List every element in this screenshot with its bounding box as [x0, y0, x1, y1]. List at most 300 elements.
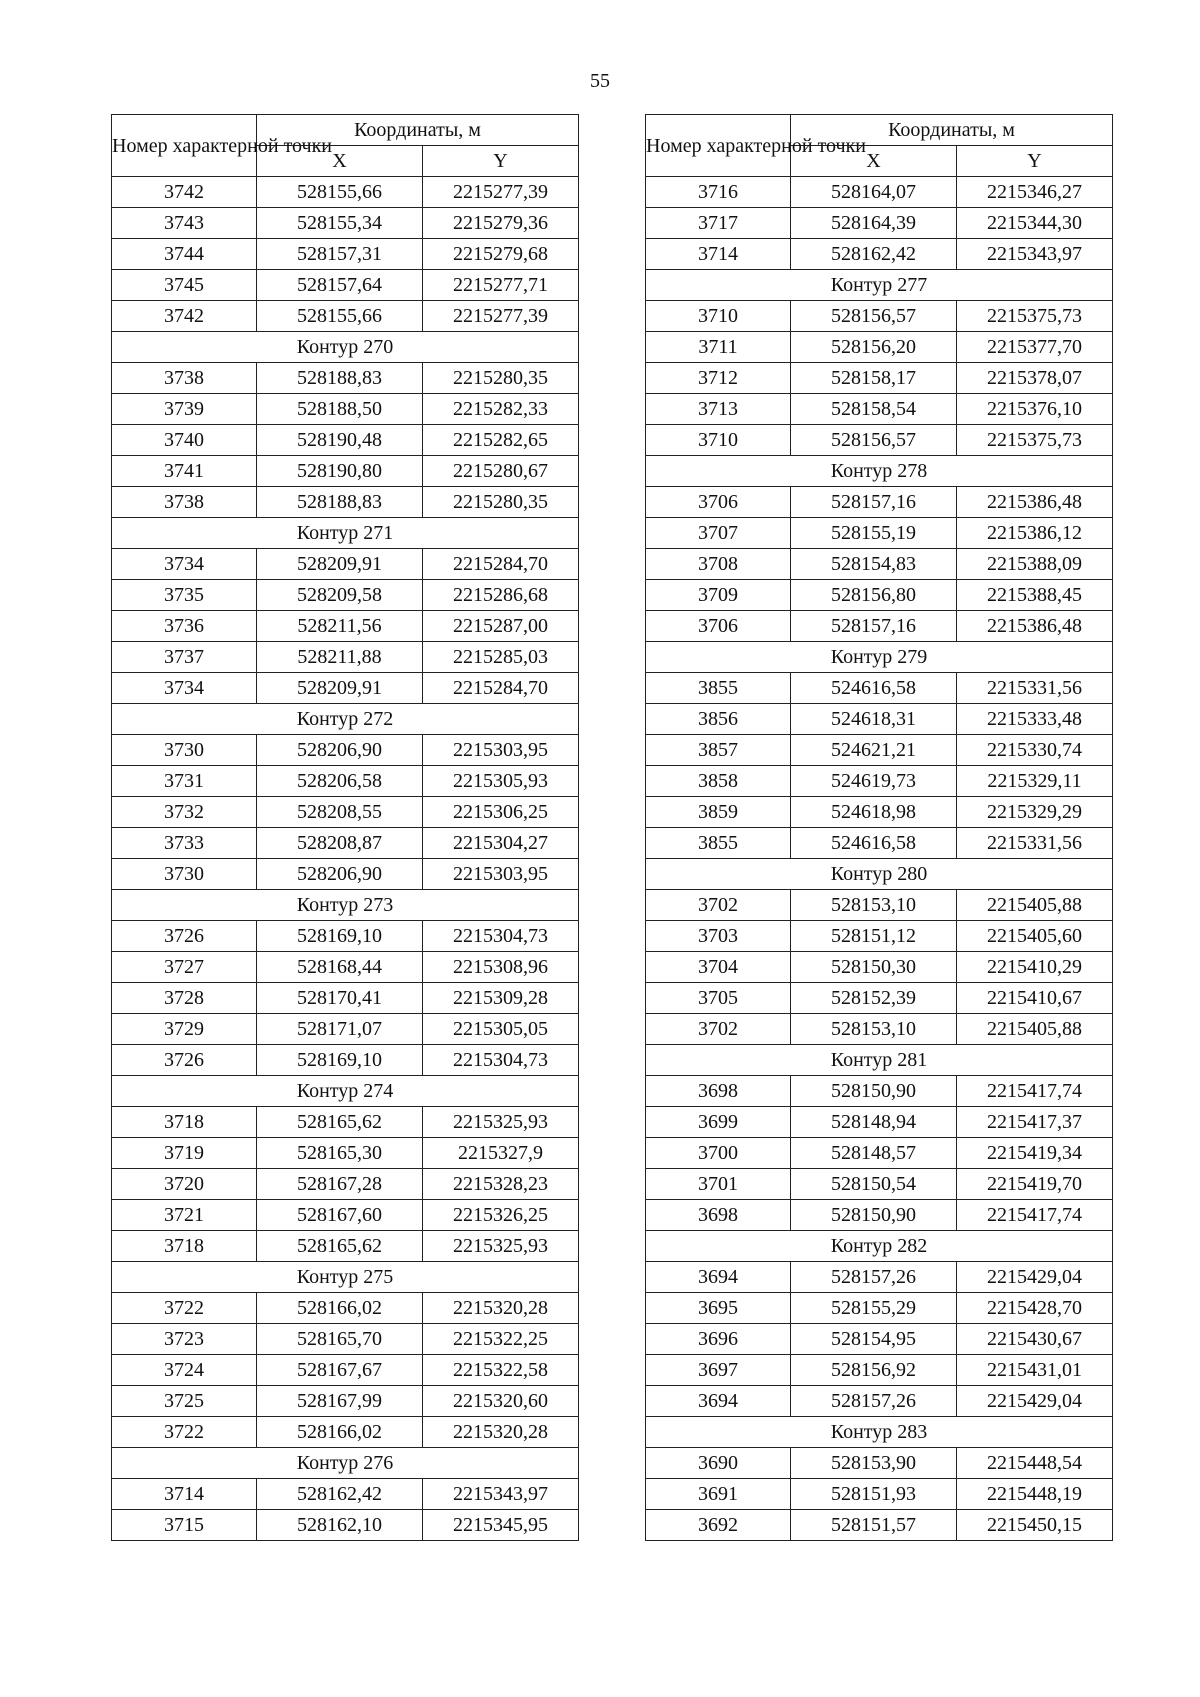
- x-coordinate-cell: 524616,58: [791, 673, 957, 704]
- point-number-cell: 3701: [646, 1169, 791, 1200]
- table-row: [112, 394, 579, 425]
- x-coordinate-cell: 528153,10: [791, 890, 957, 921]
- y-coordinate-cell: 2215285,03: [423, 642, 579, 673]
- point-number-cell: 3738: [112, 487, 257, 518]
- table-row: [646, 983, 1113, 1014]
- point-number-cell: 3855: [646, 673, 791, 704]
- table-row: [112, 363, 579, 394]
- x-coordinate-cell: 528206,90: [257, 859, 423, 890]
- x-coordinate-cell: 528158,17: [791, 363, 957, 394]
- table-row: [112, 1107, 579, 1138]
- table-row: [112, 177, 579, 208]
- y-coordinate-cell: 2215375,73: [957, 301, 1113, 332]
- x-coordinate-cell: 528208,87: [257, 828, 423, 859]
- point-number-cell: 3700: [646, 1138, 791, 1169]
- point-number-cell: 3734: [112, 673, 257, 704]
- x-coordinate-cell: 528208,55: [257, 797, 423, 828]
- point-number-cell: 3859: [646, 797, 791, 828]
- contour-title: Контур 276: [112, 1448, 579, 1479]
- y-coordinate-cell: 2215378,07: [957, 363, 1113, 394]
- y-coordinate-cell: 2215320,28: [423, 1417, 579, 1448]
- header-y: Y: [423, 146, 579, 177]
- x-coordinate-cell: 528168,44: [257, 952, 423, 983]
- y-coordinate-cell: 2215343,97: [957, 239, 1113, 270]
- contour-row: [112, 1076, 579, 1107]
- contour-row: [112, 890, 579, 921]
- table-row: [646, 1355, 1113, 1386]
- table-row: [112, 301, 579, 332]
- y-coordinate-cell: 2215303,95: [423, 859, 579, 890]
- table-row: [646, 1293, 1113, 1324]
- y-coordinate-cell: 2215330,74: [957, 735, 1113, 766]
- contour-title: Контур 271: [112, 518, 579, 549]
- contour-row: [112, 518, 579, 549]
- contour-title: Контур 273: [112, 890, 579, 921]
- y-coordinate-cell: 2215329,11: [957, 766, 1113, 797]
- x-coordinate-cell: 528157,26: [791, 1262, 957, 1293]
- header-point-number: Номер характерной точки: [112, 115, 257, 177]
- y-coordinate-cell: 2215345,95: [423, 1510, 579, 1541]
- point-number-cell: 3695: [646, 1293, 791, 1324]
- x-coordinate-cell: 528209,91: [257, 549, 423, 580]
- table-row: [112, 1014, 579, 1045]
- contour-row: [112, 332, 579, 363]
- y-coordinate-cell: 2215386,48: [957, 487, 1113, 518]
- point-number-cell: 3691: [646, 1479, 791, 1510]
- x-coordinate-cell: 528211,88: [257, 642, 423, 673]
- y-coordinate-cell: 2215417,37: [957, 1107, 1113, 1138]
- y-coordinate-cell: 2215376,10: [957, 394, 1113, 425]
- y-coordinate-cell: 2215388,09: [957, 549, 1113, 580]
- table-row: [112, 673, 579, 704]
- point-number-cell: 3699: [646, 1107, 791, 1138]
- table-row: [646, 549, 1113, 580]
- y-coordinate-cell: 2215448,19: [957, 1479, 1113, 1510]
- x-coordinate-cell: 528188,50: [257, 394, 423, 425]
- x-coordinate-cell: 528156,57: [791, 301, 957, 332]
- table-row: [112, 580, 579, 611]
- table-row: [646, 828, 1113, 859]
- contour-title: Контур 279: [646, 642, 1113, 673]
- point-number-cell: 3710: [646, 425, 791, 456]
- x-coordinate-cell: 528211,56: [257, 611, 423, 642]
- y-coordinate-cell: 2215279,36: [423, 208, 579, 239]
- point-number-cell: 3702: [646, 890, 791, 921]
- contour-row: [646, 270, 1113, 301]
- y-coordinate-cell: 2215417,74: [957, 1076, 1113, 1107]
- x-coordinate-cell: 528150,90: [791, 1200, 957, 1231]
- contour-row: [646, 1231, 1113, 1262]
- x-coordinate-cell: 528162,42: [791, 239, 957, 270]
- y-coordinate-cell: 2215320,60: [423, 1386, 579, 1417]
- point-number-cell: 3694: [646, 1386, 791, 1417]
- point-number-cell: 3696: [646, 1324, 791, 1355]
- contour-row: [646, 456, 1113, 487]
- point-number-cell: 3738: [112, 363, 257, 394]
- table-row: [112, 270, 579, 301]
- point-number-cell: 3744: [112, 239, 257, 270]
- table-row: [112, 1200, 579, 1231]
- y-coordinate-cell: 2215279,68: [423, 239, 579, 270]
- x-coordinate-cell: 524618,31: [791, 704, 957, 735]
- table-row: [646, 580, 1113, 611]
- x-coordinate-cell: 528209,91: [257, 673, 423, 704]
- y-coordinate-cell: 2215303,95: [423, 735, 579, 766]
- x-coordinate-cell: 528167,60: [257, 1200, 423, 1231]
- table-row: [112, 921, 579, 952]
- table-body-left: [112, 177, 579, 1541]
- point-number-cell: 3702: [646, 1014, 791, 1045]
- x-coordinate-cell: 524619,73: [791, 766, 957, 797]
- table-row: [112, 208, 579, 239]
- x-coordinate-cell: 528190,80: [257, 456, 423, 487]
- x-coordinate-cell: 528155,29: [791, 1293, 957, 1324]
- point-number-cell: 3722: [112, 1417, 257, 1448]
- point-number-cell: 3857: [646, 735, 791, 766]
- x-coordinate-cell: 528166,02: [257, 1293, 423, 1324]
- table-row: [112, 1355, 579, 1386]
- table-row: [646, 890, 1113, 921]
- point-number-cell: 3719: [112, 1138, 257, 1169]
- point-number-cell: 3712: [646, 363, 791, 394]
- x-coordinate-cell: 528157,31: [257, 239, 423, 270]
- y-coordinate-cell: 2215287,00: [423, 611, 579, 642]
- y-coordinate-cell: 2215388,45: [957, 580, 1113, 611]
- y-coordinate-cell: 2215377,70: [957, 332, 1113, 363]
- x-coordinate-cell: 528162,10: [257, 1510, 423, 1541]
- contour-row: [646, 1045, 1113, 1076]
- contour-row: [646, 859, 1113, 890]
- y-coordinate-cell: 2215419,34: [957, 1138, 1113, 1169]
- y-coordinate-cell: 2215431,01: [957, 1355, 1113, 1386]
- y-coordinate-cell: 2215305,93: [423, 766, 579, 797]
- table-row: [112, 1324, 579, 1355]
- header-x: X: [791, 146, 957, 177]
- table-row: [112, 456, 579, 487]
- table-row: [646, 1014, 1113, 1045]
- y-coordinate-cell: 2215405,88: [957, 1014, 1113, 1045]
- y-coordinate-cell: 2215282,65: [423, 425, 579, 456]
- y-coordinate-cell: 2215284,70: [423, 673, 579, 704]
- x-coordinate-cell: 528165,30: [257, 1138, 423, 1169]
- table-row: [646, 1169, 1113, 1200]
- contour-title: Контур 270: [112, 332, 579, 363]
- y-coordinate-cell: 2215328,23: [423, 1169, 579, 1200]
- y-coordinate-cell: 2215410,67: [957, 983, 1113, 1014]
- table-row: [112, 1045, 579, 1076]
- table-row: [646, 363, 1113, 394]
- y-coordinate-cell: 2215343,97: [423, 1479, 579, 1510]
- point-number-cell: 3743: [112, 208, 257, 239]
- table-row: [646, 332, 1113, 363]
- y-coordinate-cell: 2215417,74: [957, 1200, 1113, 1231]
- table-row: [112, 859, 579, 890]
- y-coordinate-cell: 2215322,25: [423, 1324, 579, 1355]
- y-coordinate-cell: 2215405,60: [957, 921, 1113, 952]
- coordinates-table-right: [645, 114, 1113, 1541]
- table-row: [646, 1479, 1113, 1510]
- x-coordinate-cell: 528150,90: [791, 1076, 957, 1107]
- y-coordinate-cell: 2215430,67: [957, 1324, 1113, 1355]
- table-row: [646, 921, 1113, 952]
- y-coordinate-cell: 2215286,68: [423, 580, 579, 611]
- x-coordinate-cell: 528167,67: [257, 1355, 423, 1386]
- table-row: [112, 1417, 579, 1448]
- x-coordinate-cell: 528170,41: [257, 983, 423, 1014]
- y-coordinate-cell: 2215329,29: [957, 797, 1113, 828]
- contour-title: Контур 280: [646, 859, 1113, 890]
- header-coordinates: Координаты, м: [791, 115, 1113, 146]
- point-number-cell: 3723: [112, 1324, 257, 1355]
- point-number-cell: 3731: [112, 766, 257, 797]
- point-number-cell: 3730: [112, 735, 257, 766]
- x-coordinate-cell: 528157,16: [791, 611, 957, 642]
- table-row: [112, 1386, 579, 1417]
- contour-title: Контур 283: [646, 1417, 1113, 1448]
- point-number-cell: 3710: [646, 301, 791, 332]
- header-point-number: Номер характерной точки: [646, 115, 791, 177]
- contour-title: Контур 272: [112, 704, 579, 735]
- point-number-cell: 3734: [112, 549, 257, 580]
- point-number-cell: 3724: [112, 1355, 257, 1386]
- y-coordinate-cell: 2215448,54: [957, 1448, 1113, 1479]
- table-row: [646, 797, 1113, 828]
- x-coordinate-cell: 528150,30: [791, 952, 957, 983]
- point-number-cell: 3721: [112, 1200, 257, 1231]
- y-coordinate-cell: 2215308,96: [423, 952, 579, 983]
- y-coordinate-cell: 2215429,04: [957, 1386, 1113, 1417]
- table-row: [646, 673, 1113, 704]
- table-header: [646, 115, 1113, 177]
- y-coordinate-cell: 2215428,70: [957, 1293, 1113, 1324]
- x-coordinate-cell: 528167,28: [257, 1169, 423, 1200]
- contour-row: [112, 704, 579, 735]
- table-row: [646, 487, 1113, 518]
- y-coordinate-cell: 2215305,05: [423, 1014, 579, 1045]
- table-header: [112, 115, 579, 177]
- y-coordinate-cell: 2215325,93: [423, 1107, 579, 1138]
- point-number-cell: 3715: [112, 1510, 257, 1541]
- table-row: [112, 766, 579, 797]
- point-number-cell: 3717: [646, 208, 791, 239]
- x-coordinate-cell: 528155,34: [257, 208, 423, 239]
- table-row: [646, 1262, 1113, 1293]
- page-number: 55: [590, 70, 610, 92]
- y-coordinate-cell: 2215419,70: [957, 1169, 1113, 1200]
- header-coordinates: Координаты, м: [257, 115, 579, 146]
- point-number-cell: 3716: [646, 177, 791, 208]
- point-number-cell: 3740: [112, 425, 257, 456]
- x-coordinate-cell: 528169,10: [257, 1045, 423, 1076]
- point-number-cell: 3730: [112, 859, 257, 890]
- x-coordinate-cell: 528171,07: [257, 1014, 423, 1045]
- header-x: X: [257, 146, 423, 177]
- x-coordinate-cell: 528190,48: [257, 425, 423, 456]
- point-number-cell: 3725: [112, 1386, 257, 1417]
- y-coordinate-cell: 2215280,35: [423, 487, 579, 518]
- point-number-cell: 3728: [112, 983, 257, 1014]
- table-row: [112, 1510, 579, 1541]
- y-coordinate-cell: 2215331,56: [957, 673, 1113, 704]
- point-number-cell: 3709: [646, 580, 791, 611]
- y-coordinate-cell: 2215375,73: [957, 425, 1113, 456]
- table-row: [112, 735, 579, 766]
- contour-row: [646, 1417, 1113, 1448]
- table-row: [112, 1479, 579, 1510]
- x-coordinate-cell: 528156,92: [791, 1355, 957, 1386]
- x-coordinate-cell: 528165,62: [257, 1107, 423, 1138]
- y-coordinate-cell: 2215322,58: [423, 1355, 579, 1386]
- x-coordinate-cell: 528153,10: [791, 1014, 957, 1045]
- x-coordinate-cell: 528157,16: [791, 487, 957, 518]
- y-coordinate-cell: 2215304,27: [423, 828, 579, 859]
- point-number-cell: 3856: [646, 704, 791, 735]
- point-number-cell: 3697: [646, 1355, 791, 1386]
- x-coordinate-cell: 528156,80: [791, 580, 957, 611]
- contour-title: Контур 277: [646, 270, 1113, 301]
- point-number-cell: 3742: [112, 301, 257, 332]
- table-row: [646, 952, 1113, 983]
- table-row: [646, 611, 1113, 642]
- table-body-right: [646, 177, 1113, 1541]
- point-number-cell: 3745: [112, 270, 257, 301]
- y-coordinate-cell: 2215331,56: [957, 828, 1113, 859]
- x-coordinate-cell: 528148,94: [791, 1107, 957, 1138]
- table-row: [646, 735, 1113, 766]
- point-number-cell: 3736: [112, 611, 257, 642]
- x-coordinate-cell: 528167,99: [257, 1386, 423, 1417]
- contour-title: Контур 275: [112, 1262, 579, 1293]
- y-coordinate-cell: 2215346,27: [957, 177, 1113, 208]
- table-row: [112, 1293, 579, 1324]
- table-row: [112, 797, 579, 828]
- point-number-cell: 3733: [112, 828, 257, 859]
- x-coordinate-cell: 528206,90: [257, 735, 423, 766]
- point-number-cell: 3718: [112, 1107, 257, 1138]
- x-coordinate-cell: 528155,19: [791, 518, 957, 549]
- table-row: [112, 425, 579, 456]
- point-number-cell: 3858: [646, 766, 791, 797]
- point-number-cell: 3708: [646, 549, 791, 580]
- table-row: [112, 487, 579, 518]
- x-coordinate-cell: 528151,12: [791, 921, 957, 952]
- x-coordinate-cell: 528162,42: [257, 1479, 423, 1510]
- point-number-cell: 3698: [646, 1076, 791, 1107]
- x-coordinate-cell: 528152,39: [791, 983, 957, 1014]
- table-row: [112, 983, 579, 1014]
- x-coordinate-cell: 528154,95: [791, 1324, 957, 1355]
- point-number-cell: 3714: [646, 239, 791, 270]
- table-row: [646, 394, 1113, 425]
- y-coordinate-cell: 2215450,15: [957, 1510, 1113, 1541]
- x-coordinate-cell: 528157,64: [257, 270, 423, 301]
- table-row: [112, 1231, 579, 1262]
- point-number-cell: 3727: [112, 952, 257, 983]
- x-coordinate-cell: 528151,57: [791, 1510, 957, 1541]
- x-coordinate-cell: 528151,93: [791, 1479, 957, 1510]
- point-number-cell: 3703: [646, 921, 791, 952]
- point-number-cell: 3732: [112, 797, 257, 828]
- header-y: Y: [957, 146, 1113, 177]
- x-coordinate-cell: 528157,26: [791, 1386, 957, 1417]
- point-number-cell: 3718: [112, 1231, 257, 1262]
- coordinates-table-left: [111, 114, 579, 1541]
- y-coordinate-cell: 2215280,35: [423, 363, 579, 394]
- point-number-cell: 3722: [112, 1293, 257, 1324]
- y-coordinate-cell: 2215280,67: [423, 456, 579, 487]
- x-coordinate-cell: 524621,21: [791, 735, 957, 766]
- y-coordinate-cell: 2215386,48: [957, 611, 1113, 642]
- y-coordinate-cell: 2215277,39: [423, 177, 579, 208]
- x-coordinate-cell: 524618,98: [791, 797, 957, 828]
- y-coordinate-cell: 2215304,73: [423, 1045, 579, 1076]
- y-coordinate-cell: 2215320,28: [423, 1293, 579, 1324]
- point-number-cell: 3742: [112, 177, 257, 208]
- y-coordinate-cell: 2215344,30: [957, 208, 1113, 239]
- point-number-cell: 3737: [112, 642, 257, 673]
- table-row: [646, 518, 1113, 549]
- x-coordinate-cell: 528188,83: [257, 363, 423, 394]
- x-coordinate-cell: 528158,54: [791, 394, 957, 425]
- contour-title: Контур 278: [646, 456, 1113, 487]
- y-coordinate-cell: 2215309,28: [423, 983, 579, 1014]
- y-coordinate-cell: 2215325,93: [423, 1231, 579, 1262]
- x-coordinate-cell: 528209,58: [257, 580, 423, 611]
- table-row: [646, 1200, 1113, 1231]
- table-row: [646, 1448, 1113, 1479]
- contour-title: Контур 281: [646, 1045, 1113, 1076]
- point-number-cell: 3726: [112, 1045, 257, 1076]
- y-coordinate-cell: 2215284,70: [423, 549, 579, 580]
- x-coordinate-cell: 528156,57: [791, 425, 957, 456]
- x-coordinate-cell: 528165,62: [257, 1231, 423, 1262]
- table-row: [646, 1076, 1113, 1107]
- x-coordinate-cell: 528164,39: [791, 208, 957, 239]
- point-number-cell: 3694: [646, 1262, 791, 1293]
- x-coordinate-cell: 528153,90: [791, 1448, 957, 1479]
- table-row: [112, 239, 579, 270]
- y-coordinate-cell: 2215327,9: [423, 1138, 579, 1169]
- point-number-cell: 3704: [646, 952, 791, 983]
- y-coordinate-cell: 2215277,39: [423, 301, 579, 332]
- y-coordinate-cell: 2215410,29: [957, 952, 1113, 983]
- point-number-cell: 3726: [112, 921, 257, 952]
- table-row: [646, 177, 1113, 208]
- point-number-cell: 3698: [646, 1200, 791, 1231]
- y-coordinate-cell: 2215405,88: [957, 890, 1113, 921]
- y-coordinate-cell: 2215306,25: [423, 797, 579, 828]
- x-coordinate-cell: 528206,58: [257, 766, 423, 797]
- point-number-cell: 3692: [646, 1510, 791, 1541]
- point-number-cell: 3706: [646, 611, 791, 642]
- x-coordinate-cell: 528148,57: [791, 1138, 957, 1169]
- point-number-cell: 3714: [112, 1479, 257, 1510]
- contour-title: Контур 282: [646, 1231, 1113, 1262]
- table-row: [646, 766, 1113, 797]
- table-row: [112, 1138, 579, 1169]
- contour-row: [112, 1448, 579, 1479]
- point-number-cell: 3720: [112, 1169, 257, 1200]
- x-coordinate-cell: 524616,58: [791, 828, 957, 859]
- point-number-cell: 3711: [646, 332, 791, 363]
- table-row: [646, 425, 1113, 456]
- table-row: [112, 828, 579, 859]
- y-coordinate-cell: 2215333,48: [957, 704, 1113, 735]
- table-row: [646, 704, 1113, 735]
- x-coordinate-cell: 528164,07: [791, 177, 957, 208]
- y-coordinate-cell: 2215429,04: [957, 1262, 1113, 1293]
- point-number-cell: 3705: [646, 983, 791, 1014]
